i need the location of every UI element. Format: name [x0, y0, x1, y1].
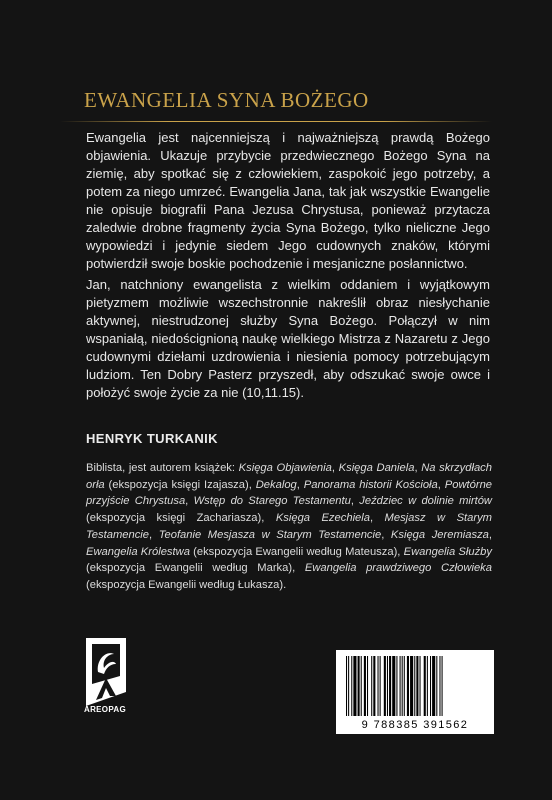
bio-text: ,	[331, 462, 339, 474]
barcode-bar	[407, 656, 409, 716]
bio-text: (ekspozycja Ewangelii według Łukasza).	[86, 578, 287, 591]
bio-text: ,	[185, 495, 194, 508]
barcode-bar	[439, 656, 440, 716]
book-title-reference: Ewangelia prawdziwego Człowieka	[304, 562, 492, 575]
barcode-bar	[387, 656, 388, 716]
barcode-bar	[364, 656, 366, 716]
barcode-bar	[402, 656, 403, 716]
barcode-bar	[367, 656, 368, 716]
barcode-bar	[424, 656, 426, 716]
book-title: EWANGELIA SYNA BOŻEGO	[84, 88, 369, 112]
barcode-bar	[416, 656, 418, 716]
book-title-reference: Ewangelia Służby	[403, 545, 492, 558]
book-title-reference: Księga Ezechiela	[275, 512, 370, 525]
barcode-bar	[430, 656, 431, 716]
barcode-bar	[373, 656, 375, 716]
bio-text: ,	[369, 512, 385, 525]
barcode-bar	[404, 656, 405, 716]
isbn-barcode	[336, 650, 494, 734]
barcode-bar	[389, 656, 391, 716]
book-title-reference: Księga Jeremiasza	[390, 528, 489, 541]
barcode-bar	[378, 656, 379, 716]
barcode-bar	[351, 656, 352, 716]
bio-text: ,	[414, 462, 422, 474]
author-name: HENRYK TURKANIK	[86, 431, 218, 446]
bio-text: ,	[296, 478, 304, 491]
author-bio	[86, 460, 492, 594]
barcode-bar	[396, 656, 397, 716]
barcode-bar	[358, 656, 360, 716]
bio-text: (ekspozycja Ewangelii według Mateusza),	[189, 545, 404, 558]
book-title-reference: Księga Daniela	[338, 462, 415, 474]
description-paragraph-2: Jan, natchniony ewangelista z wielkim oddaniem i wyjątkowym pietyzmem możliwie wszechstronnie nakreślił obraz niesłychanie aktywnej, niestrudzonej służby Syna Bożego. Połączył w nim wspaniałą, niedoścignioną naukę wielkiego Mistrza z Nazaretu z Jego cudownymi dziełami uzdrowienia i niesienia pomocy potrzebującym ludziom. Ten Dobry Pasterz przyszedł, aby odszukać swoje owce i położyć swoje życie za nie (10,11.15).	[86, 277, 490, 400]
barcode-bars	[344, 656, 486, 718]
bio-text: ,	[149, 528, 159, 541]
barcode-bar	[346, 656, 347, 716]
book-title-reference: Panorama historii Kościoła	[303, 478, 438, 491]
book-title-reference: Na skrzydłach orła	[86, 462, 493, 491]
areopag-logo-icon	[82, 636, 128, 708]
title-divider	[60, 121, 492, 122]
book-title-reference: Powtórne przyjście Chrystusa	[86, 478, 493, 508]
bio-text: (ekspozycja Ewangelii według Marka),	[86, 562, 305, 575]
barcode-bar	[361, 656, 362, 716]
barcode-bar	[371, 656, 372, 716]
book-title-reference: Mesjasz w Starym Testamencie	[86, 512, 492, 541]
bio-text: Biblista, jest autorem książek:	[86, 462, 239, 474]
publisher-name: AREOPAG	[84, 705, 126, 714]
barcode-bar	[380, 656, 381, 716]
book-title-reference: Jeździec w dolinie mirtów	[359, 495, 493, 508]
description-paragraph-1: Ewangelia jest najcenniejszą i najważniejszą prawdą Bożego objawienia. Ukazuje przybycie przedwiecznego Bożego Syna na ziemię, aby spotkać się z człowiekiem, zaspokoić jego potrzeby, a potem za niego umrzeć. Ewangelia Jana, tak jak wszystkie Ewangelie nie opisuje biografii Pana Jezusa Chrystusa, ponieważ przytacza zaledwie drobne fragmenty życia Syna Bożego, tylko nieliczne Jego wypowiedzi i jedynie siedem Jego cudownych znaków, którymi potwierdził swoje boskie pochodzenie i mesjaniczne posłannictwo.	[86, 130, 490, 271]
barcode-bar	[392, 656, 395, 716]
bio-text: ,	[350, 495, 360, 508]
barcode-bar	[410, 656, 413, 716]
barcode-bar	[384, 656, 386, 716]
bio-text: ,	[488, 528, 492, 541]
book-title-reference: Teofanie Mesjasza w Starym Testamencie	[158, 528, 382, 541]
bio-text: (ekspozycja księgi Zachariasza),	[86, 512, 276, 525]
barcode-bar	[353, 656, 356, 716]
bio-text: (ekspozycja księgi Izajasza),	[104, 478, 256, 491]
barcode-bar	[414, 656, 415, 716]
book-title-reference: Ewangelia Królestwa	[86, 545, 190, 558]
book-title-reference: Księga Objawienia	[238, 462, 332, 474]
barcode-bar	[348, 656, 349, 716]
barcode-bar	[436, 656, 437, 716]
bio-text: ,	[437, 478, 445, 491]
isbn-number: 9 788385 391562	[361, 719, 469, 731]
book-title-reference: Wstęp do Starego Testamentu	[193, 495, 351, 508]
barcode-bar	[420, 656, 421, 716]
book-title-reference: Dekalog	[255, 478, 297, 491]
barcode-bar	[427, 656, 428, 716]
barcode-bar	[442, 656, 443, 716]
barcode-bar	[432, 656, 435, 716]
barcode-bar	[400, 656, 401, 716]
bio-text: ,	[381, 528, 391, 541]
